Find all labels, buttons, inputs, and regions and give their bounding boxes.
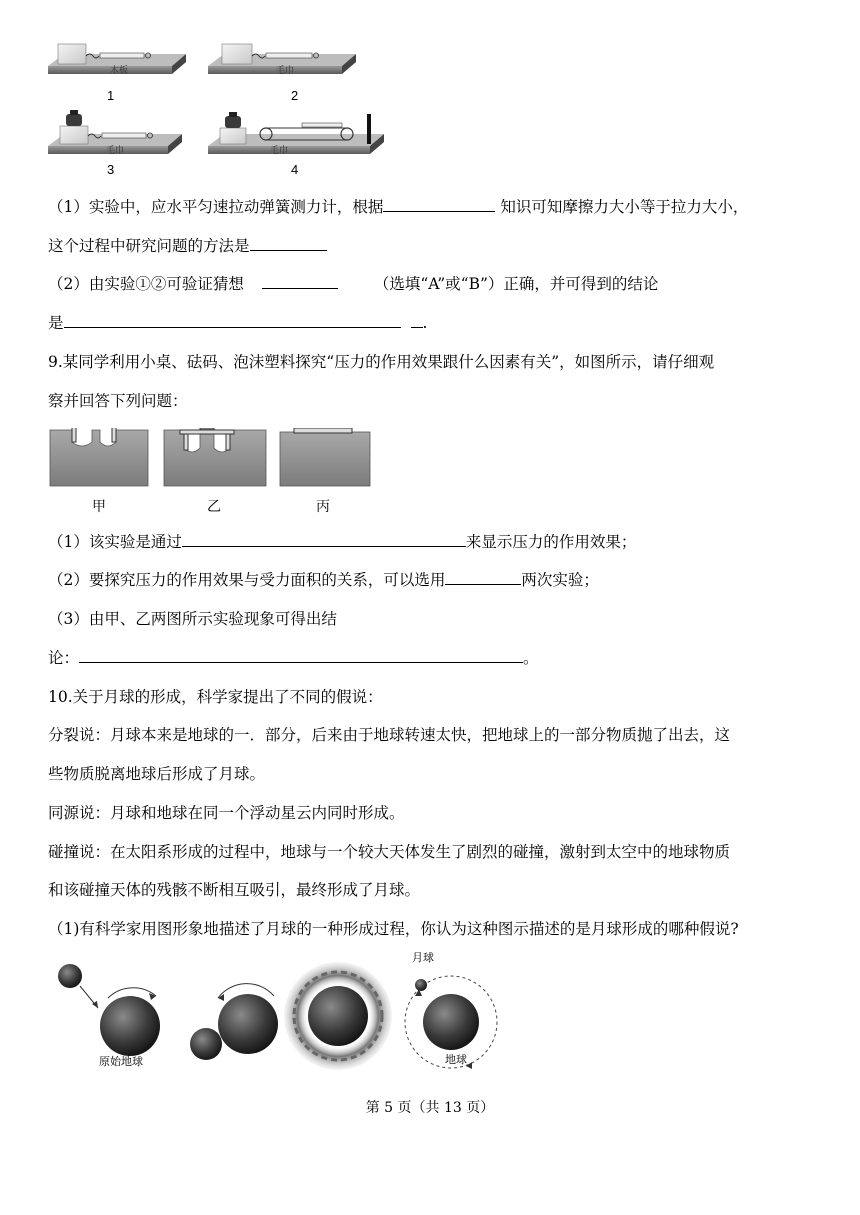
q8-part1-line2: 这个过程中研究问题的方法是: [48, 235, 327, 257]
label-moon: 月球: [412, 952, 434, 964]
label-earth: 地球: [445, 1054, 467, 1066]
figure-caption-2: 2: [291, 88, 299, 103]
answer-blank[interactable]: [79, 648, 523, 663]
friction-setup-3: [48, 110, 182, 156]
surface-label-2: 毛巾: [276, 66, 295, 76]
answer-blank[interactable]: [64, 313, 401, 328]
surface-label-3: 毛巾: [106, 146, 125, 156]
pressure-setup-bing: [280, 428, 370, 486]
q8-part1-line1: （1）实验中，应水平匀速拉动弹簧测力计，根据 知识可知摩擦力大小等于拉力大小，: [48, 198, 749, 216]
figure-caption-3: 3: [107, 162, 115, 177]
answer-blank[interactable]: [445, 570, 521, 585]
surface-label-1: 木板: [110, 66, 129, 76]
pressure-setup-jia: [50, 428, 148, 486]
q10-impact-line1: 碰撞说：在太阳系形成的过程中，地球与一个较大天体发生了剧烈的碰撞，激射到太空中的地球物质: [48, 843, 731, 861]
q8-part2-line1: （2）由实验①②可验证猜想 （选填“A”或“B”）正确，并可得到的结论: [48, 275, 659, 293]
q9-part2: （2）要探究压力的作用效果与受力面积的关系，可以选用 两次实验；: [48, 571, 599, 589]
q10-part1: （1)有科学家用图形象地描述了月球的一种形成过程，你认为这种图示描述的是月球形成的哪种假说?: [48, 920, 739, 938]
q10-impact-line2: 和该碰撞天体的残骸不断相互吸引，最终形成了月球。: [48, 881, 421, 899]
q9-part3-line2: 论： 。: [48, 649, 539, 667]
figure-caption-4: 4: [291, 162, 299, 177]
surface-label-4: 毛巾: [270, 146, 289, 156]
q10-split-line1: 分裂说：月球本来是地球的一．部分，后来由于地球转速太快，把地球上的一部分物质抛了出去，这: [48, 726, 731, 744]
friction-setup-2: [208, 44, 356, 76]
answer-blank[interactable]: [250, 236, 327, 251]
label-proto-earth: 原始地球: [99, 1056, 143, 1068]
answer-blank[interactable]: [182, 532, 466, 547]
q9-stem-line2: 察并回答下列问题：: [48, 392, 188, 410]
stage-debris-ring: [284, 962, 392, 1070]
answer-blank[interactable]: [383, 197, 495, 212]
q10-split-line2: 些物质脱离地球后形成了月球。: [48, 765, 266, 783]
figure-label-yi: 乙: [207, 498, 221, 514]
figure-label-bing: 丙: [316, 498, 330, 514]
figure-caption-1: 1: [107, 88, 115, 103]
q9-stem-line1: 9.某同学利用小桌、砝码、泡沫塑料探究“压力的作用效果跟什么因素有关”，如图所示，请仔细观: [48, 353, 715, 371]
friction-experiment-figure: [44, 36, 394, 180]
stage-collision: [190, 984, 278, 1060]
q9-part3-line1: （3）由甲、乙两图所示实验现象可得出结: [48, 610, 337, 628]
friction-setup-1: [48, 44, 186, 76]
stage-impactor-approach: [58, 964, 160, 1056]
friction-setup-4: [208, 112, 384, 156]
answer-blank[interactable]: [262, 274, 338, 289]
pressure-setup-yi: [164, 428, 266, 486]
q10-same-origin: 同源说：月球和地球在同一个浮动星云内同时形成。: [48, 804, 405, 822]
figure-label-jia: 甲: [92, 498, 106, 514]
pressure-experiment-figure: [48, 428, 372, 492]
page-footer: 第 5 页（共 13 页）: [365, 1100, 495, 1116]
q8-part2-line2: 是 .: [48, 314, 428, 332]
q10-stem: 10.关于月球的形成，科学家提出了不同的假说：: [48, 688, 383, 706]
q9-part1: （1）该实验是通过 来显示压力的作用效果；: [48, 533, 637, 551]
